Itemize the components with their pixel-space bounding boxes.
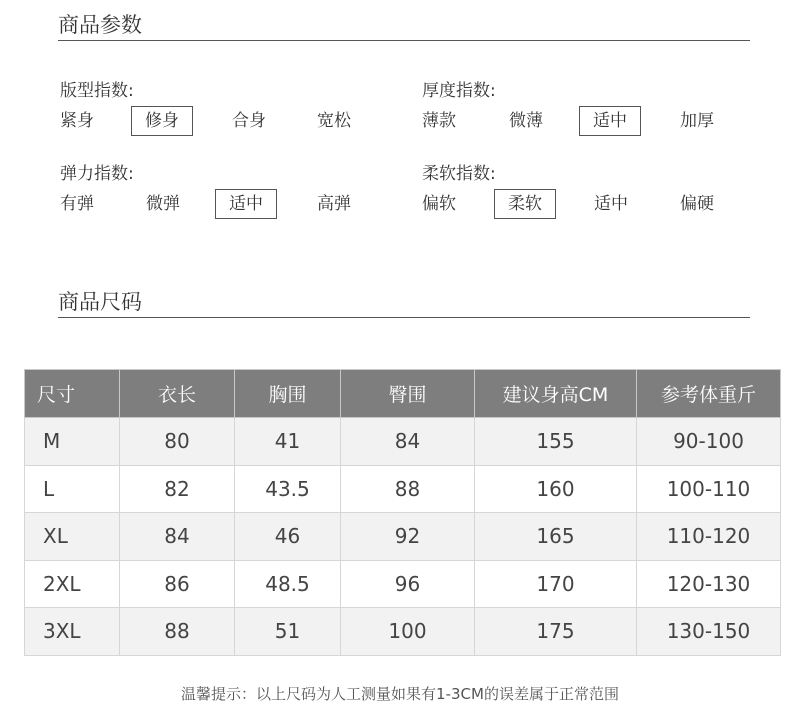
cell-weight: 100-110 [637, 465, 781, 513]
size-section-divider [58, 317, 750, 318]
header-hip: 臀围 [341, 370, 475, 418]
cell-size: XL [25, 513, 120, 561]
cell-chest: 43.5 [235, 465, 341, 513]
cell-weight: 120-130 [637, 560, 781, 608]
cell-weight: 90-100 [637, 418, 781, 466]
cell-height: 175 [475, 608, 637, 656]
cell-size: 2XL [25, 560, 120, 608]
cell-hip: 84 [341, 418, 475, 466]
softness-option-soft-ish: 偏软 [422, 194, 456, 214]
fit-option-slim-selected: 修身 [131, 106, 193, 136]
cell-size: L [25, 465, 120, 513]
cell-length: 88 [120, 608, 235, 656]
elasticity-option-medium-selected: 适中 [215, 189, 277, 219]
header-weight: 参考体重斤 [637, 370, 781, 418]
cell-length: 86 [120, 560, 235, 608]
fit-index-label: 版型指数: [60, 81, 134, 101]
cell-height: 170 [475, 560, 637, 608]
thickness-index-label: 厚度指数: [422, 81, 496, 101]
softness-option-medium: 适中 [594, 194, 628, 214]
size-table [24, 369, 781, 656]
params-section-title: 商品参数 [58, 13, 142, 37]
cell-height: 165 [475, 513, 637, 561]
cell-height: 160 [475, 465, 637, 513]
cell-weight: 110-120 [637, 513, 781, 561]
elasticity-option-elastic: 有弹 [60, 194, 94, 214]
softness-option-soft-selected: 柔软 [494, 189, 556, 219]
params-section-divider [58, 40, 750, 41]
softness-option-stiff: 偏硬 [680, 194, 714, 214]
header-size: 尺寸 [25, 370, 120, 418]
header-length: 衣长 [120, 370, 235, 418]
cell-size: M [25, 418, 120, 466]
table-row [25, 418, 781, 466]
cell-chest: 48.5 [235, 560, 341, 608]
cell-chest: 41 [235, 418, 341, 466]
table-row [25, 465, 781, 513]
cell-hip: 88 [341, 465, 475, 513]
table-row [25, 608, 781, 656]
cell-weight: 130-150 [637, 608, 781, 656]
thickness-option-thick: 加厚 [680, 111, 714, 131]
thickness-option-thin: 薄款 [422, 111, 456, 131]
cell-length: 80 [120, 418, 235, 466]
size-section-title: 商品尺码 [58, 290, 142, 314]
size-tip-note: 温馨提示：以上尺码为人工测量如果有1-3CM的误差属于正常范围 [181, 685, 619, 703]
thickness-option-medium-selected: 适中 [579, 106, 641, 136]
cell-hip: 96 [341, 560, 475, 608]
thickness-option-slightly-thin: 微薄 [509, 111, 543, 131]
cell-length: 84 [120, 513, 235, 561]
cell-chest: 46 [235, 513, 341, 561]
cell-length: 82 [120, 465, 235, 513]
fit-option-regular: 合身 [232, 111, 266, 131]
fit-option-tight: 紧身 [60, 111, 94, 131]
cell-hip: 92 [341, 513, 475, 561]
fit-option-loose: 宽松 [317, 111, 351, 131]
cell-chest: 51 [235, 608, 341, 656]
softness-index-label: 柔软指数: [422, 164, 496, 184]
cell-hip: 100 [341, 608, 475, 656]
elasticity-option-slight: 微弹 [146, 194, 180, 214]
header-height: 建议身高CM [475, 370, 637, 418]
elasticity-index-label: 弹力指数: [60, 164, 134, 184]
cell-size: 3XL [25, 608, 120, 656]
table-row [25, 513, 781, 561]
size-table-header-row [25, 370, 781, 418]
elasticity-option-high: 高弹 [317, 194, 351, 214]
header-chest: 胸围 [235, 370, 341, 418]
table-row [25, 560, 781, 608]
cell-height: 155 [475, 418, 637, 466]
